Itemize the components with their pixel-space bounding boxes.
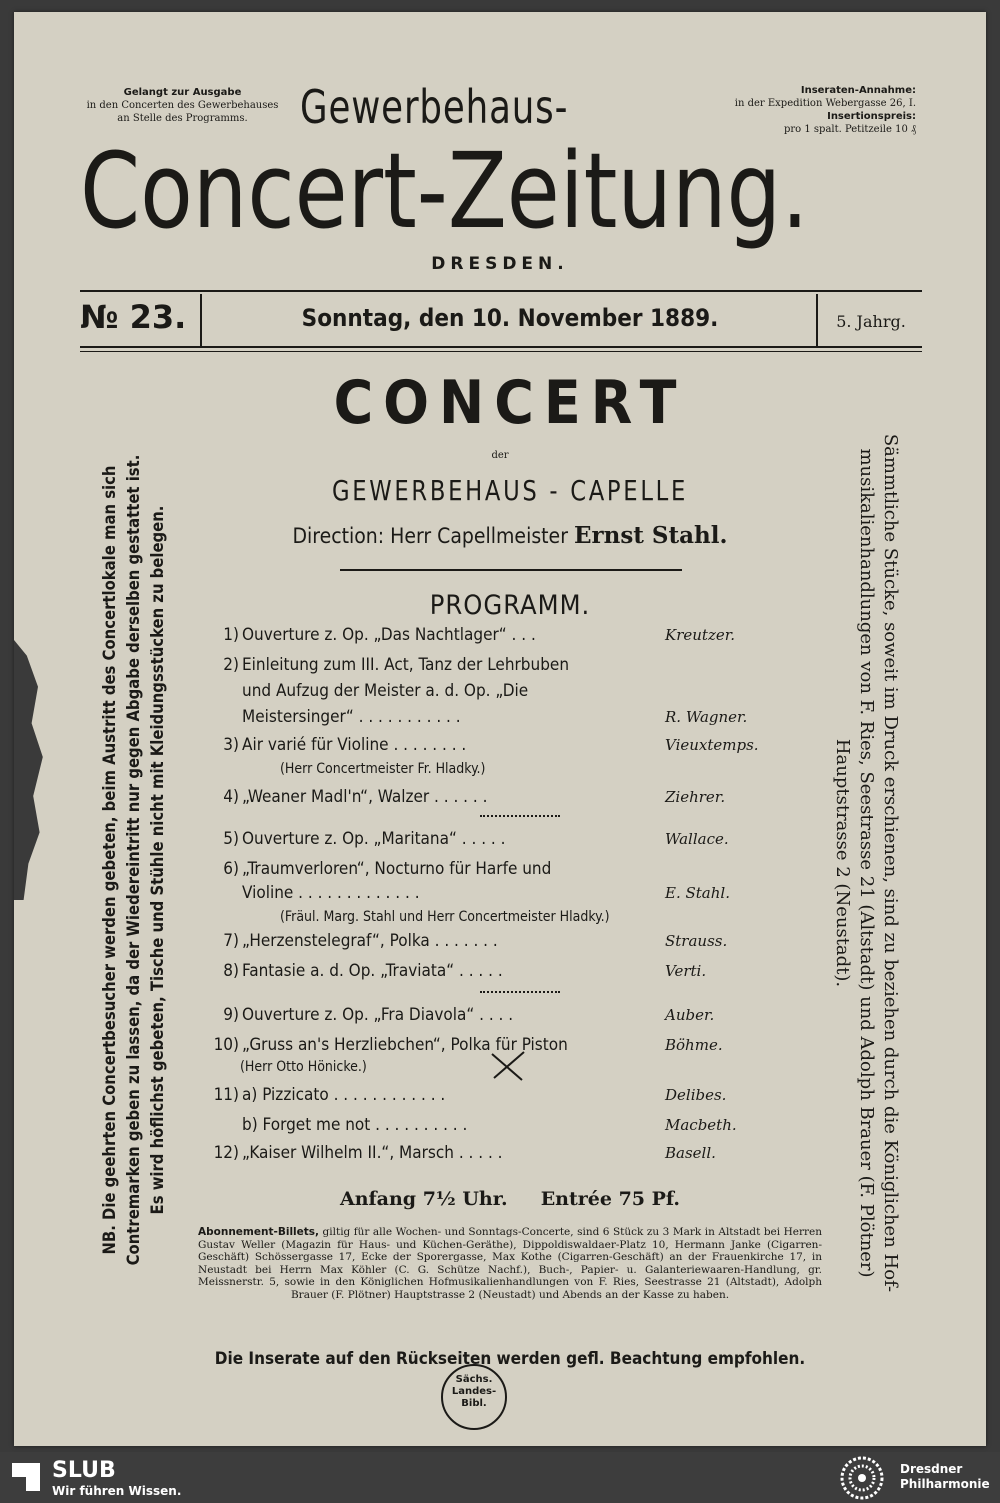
issue-divider-right [816,294,818,346]
start-time: Anfang 7½ Uhr. [339,1188,508,1210]
section-divider [480,810,560,817]
subscription-notice: Abonnement-Billets, giltig für alle Wochen- und Sonntags-Concerte, sind 6 Stück zu 3 Mark in Altstadt bei Herren Gustav Weller (Magazin für Haus- und Küchen-Geräthe), Dippoldiswaldaer-Platz 10, Hermann Janke (Cigarren-Geschäft) Schössergasse 17, Ecke der Sporergasse, Max Kothe (Cigarren-Geschäft) an der Frauenkirche 17, in Neustadt bei Herrn Max Köhler (C. G. Schütze Nachf.), Buch-, Papier- u. Galanteriewaaren-Handlung, gr. Meissnerstr. 5, sowie in den Königlichen Hofmusikalienhandlungen von F. Ries, Seestrasse 21 (Altstadt), Adolph Brauer (F. Plötner) Hauptstrasse 2 (Neustadt) und Abends an der Kasse zu haben. [198,1226,822,1301]
issue-number: № 23. [80,298,187,336]
left-margin-notice: NB. Die geehrten Concertbesucher werden gebeten, beim Austritt des Concertlokale man sich Contremarken geben zu lassen, da der Wiedereintritt nur gegen Abgabe derselben gestattet ist. Es wird höflichst gebeten, Tische und Stühle nicht mit Kleidungsstücken zu belegen. [100,454,167,1266]
direction-line [200,522,820,549]
advertisement-note: Die Inserate auf den Rückseiten werden gefl. Beachtung empfohlen. [214,1349,806,1369]
distribution-notice: Gelangt zur Ausgabe in den Concerten des Gewerbehauses an Stelle des Programms. [86,87,279,124]
section-divider [480,986,560,993]
direction-prefix: Direction: Herr Capellmeister [292,524,568,548]
concert-heading: CONCERT [333,368,687,438]
philharmonie-name: Dresdner Philharmonie [900,1462,990,1491]
issue-divider-left [200,294,202,346]
program-heading: PROGRAMM. [429,590,591,621]
der-label: der [491,450,509,461]
issue-date: Sonntag, den 10. November 1889. [301,304,719,332]
footer-bar [0,1452,1000,1503]
orchestra-name: GEWERBEHAUS - CAPELLE [331,474,689,507]
library-stamp: Sächs. Landes- Bibl. [441,1364,507,1430]
handwritten-cross-mark [488,1048,528,1084]
masthead-title: Concert-Zeitung. [80,130,809,252]
right-margin-notice: Sämmtliche Stücke, soweit im Druck erschienen, sind zu beziehen durch die Königlichen Hof- musikalienhandlungen von F. Ries, Seestrasse 21 (Altstadt) und Adolph Brauer (F. Plötner) Hauptstrasse 2 (Neustadt). [832,433,901,1293]
slub-name: SLUB [52,1458,116,1483]
bottom-rule [80,346,922,348]
top-rule [80,290,922,292]
separator [340,569,682,571]
slub-tagline: Wir führen Wissen. [52,1484,182,1498]
entry-price: Entrée 75 Pf. [540,1188,681,1210]
issue-year: 5. Jahrg. [836,312,906,331]
philharmonie-logo-icon [840,1456,884,1500]
city-name: DRESDEN. [431,254,569,274]
advertising-notice: Inseraten-Annahme: in der Expedition Webergasse 26, I. Insertionspreis: pro 1 spalt. Petitzeile 10 ₰ [734,85,916,135]
bottom-rule-thin [80,351,922,352]
masthead-line1: Gewerbehaus- [300,80,569,134]
slub-logo-icon [12,1463,40,1491]
start-and-entry [200,1188,820,1210]
conductor-name: Ernst Stahl. [573,522,728,549]
